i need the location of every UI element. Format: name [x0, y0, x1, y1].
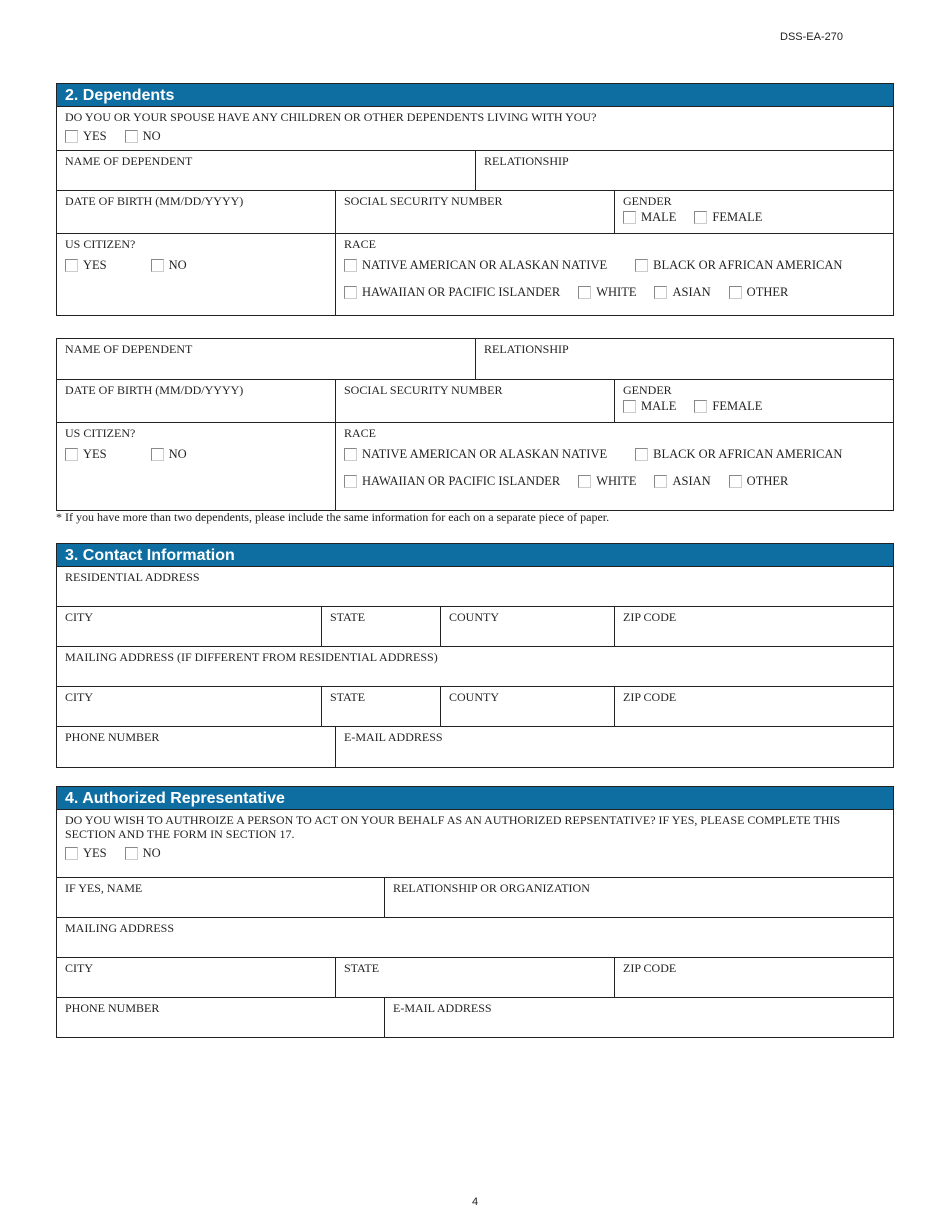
rep-city-field[interactable]: CITY	[57, 958, 336, 997]
race-asian-option[interactable]: ASIAN	[654, 285, 710, 300]
race-hawaiian-option[interactable]: HAWAIIAN OR PACIFIC ISLANDER	[344, 285, 560, 300]
dependent-race-field: RACE NATIVE AMERICAN OR ALASKAN NATIVE BLACK OR AFRICAN AMERICAN HAWAIIAN OR PACIFIC ISLANDER WHITE ASIAN OTHER	[344, 237, 843, 299]
checkbox[interactable]	[623, 400, 636, 413]
section-title: 2. Dependents	[57, 84, 893, 107]
dependent-gender-field: GENDER MALE FEMALE	[623, 383, 763, 413]
city-field[interactable]: CITY	[57, 687, 322, 726]
rep-relationship-field[interactable]: RELATIONSHIP OR ORGANIZATION	[393, 881, 590, 895]
dependents-yes-option[interactable]: YES	[65, 129, 107, 144]
phone-field[interactable]: PHONE NUMBER	[57, 727, 336, 767]
rep-zip-field[interactable]: ZIP CODE	[623, 961, 677, 975]
gender-female-option[interactable]: FEMALE	[694, 399, 762, 414]
checkbox[interactable]	[729, 475, 742, 488]
county-field[interactable]: COUNTY	[441, 687, 615, 726]
race-native-option[interactable]: NATIVE AMERICAN OR ALASKAN NATIVE	[344, 258, 607, 273]
checkbox[interactable]	[578, 286, 591, 299]
dependent-citizen-field: US CITIZEN? YES NO	[57, 423, 336, 510]
zip-field[interactable]: ZIP CODE	[623, 690, 677, 704]
checkbox[interactable]	[125, 130, 138, 143]
dependent-gender-field: GENDER MALE FEMALE	[623, 194, 763, 224]
email-field[interactable]: E-MAIL ADDRESS	[344, 730, 443, 744]
section-title: 4. Authorized Representative	[57, 787, 893, 810]
dependents-question: DO YOU OR YOUR SPOUSE HAVE ANY CHILDREN OR OTHER DEPENDENTS LIVING WITH YOU?	[65, 110, 597, 124]
checkbox[interactable]	[344, 448, 357, 461]
dependent-citizen-field: US CITIZEN? YES NO	[57, 234, 336, 315]
race-hawaiian-option[interactable]: HAWAIIAN OR PACIFIC ISLANDER	[344, 474, 560, 489]
rep-state-field[interactable]: STATE	[336, 958, 615, 997]
state-field[interactable]: STATE	[322, 607, 441, 646]
citizen-no-option[interactable]: NO	[151, 447, 187, 462]
checkbox[interactable]	[344, 475, 357, 488]
race-black-option[interactable]: BLACK OR AFRICAN AMERICAN	[635, 447, 842, 462]
citizen-no-option[interactable]: NO	[151, 258, 187, 273]
checkbox[interactable]	[344, 259, 357, 272]
citizen-yes-option[interactable]: YES	[65, 258, 107, 273]
checkbox[interactable]	[65, 847, 78, 860]
checkbox[interactable]	[578, 475, 591, 488]
dependent-race-field: RACE NATIVE AMERICAN OR ALASKAN NATIVE BLACK OR AFRICAN AMERICAN HAWAIIAN OR PACIFIC ISLANDER WHITE ASIAN OTHER	[344, 426, 843, 488]
dependents-no-option[interactable]: NO	[125, 129, 161, 144]
gender-male-option[interactable]: MALE	[623, 399, 676, 414]
rep-mailing-address-field[interactable]: MAILING ADDRESS	[65, 921, 175, 935]
rep-phone-field[interactable]: PHONE NUMBER	[57, 998, 385, 1037]
mailing-address-field[interactable]: MAILING ADDRESS (IF DIFFERENT FROM RESIDENTIAL ADDRESS)	[65, 650, 438, 664]
rep-no-option[interactable]: NO	[125, 846, 161, 861]
rep-yes-option[interactable]: YES	[65, 846, 107, 861]
checkbox[interactable]	[344, 286, 357, 299]
dependent-dob-field[interactable]: DATE OF BIRTH (MM/DD/YYYY)	[57, 191, 336, 233]
race-white-option[interactable]: WHITE	[578, 474, 636, 489]
city-field[interactable]: CITY	[57, 607, 322, 646]
checkbox[interactable]	[65, 259, 78, 272]
checkbox[interactable]	[729, 286, 742, 299]
page-number: 4	[471, 1196, 479, 1208]
checkbox[interactable]	[694, 211, 707, 224]
race-other-option[interactable]: OTHER	[729, 474, 789, 489]
gender-male-option[interactable]: MALE	[623, 210, 676, 225]
dependent-ssn-field[interactable]: SOCIAL SECURITY NUMBER	[336, 191, 615, 233]
dependent-dob-field[interactable]: DATE OF BIRTH (MM/DD/YYYY)	[57, 380, 336, 422]
checkbox[interactable]	[635, 259, 648, 272]
rep-name-field[interactable]: IF YES, NAME	[57, 878, 385, 917]
contact-section	[56, 543, 894, 768]
zip-field[interactable]: ZIP CODE	[623, 610, 677, 624]
section-title: 3. Contact Information	[57, 544, 893, 567]
race-asian-option[interactable]: ASIAN	[654, 474, 710, 489]
rep-email-field[interactable]: E-MAIL ADDRESS	[393, 1001, 492, 1015]
dependents-section	[56, 83, 894, 316]
race-black-option[interactable]: BLACK OR AFRICAN AMERICAN	[635, 258, 842, 273]
checkbox[interactable]	[65, 130, 78, 143]
dependent-2-block	[56, 338, 894, 511]
checkbox[interactable]	[65, 448, 78, 461]
dependent-relationship-field[interactable]: RELATIONSHIP	[484, 154, 569, 168]
authorized-rep-section	[56, 786, 894, 1038]
dependents-note: * If you have more than two dependents, please include the same information for each on a separate piece of paper.	[56, 510, 610, 524]
state-field[interactable]: STATE	[322, 687, 441, 726]
checkbox[interactable]	[623, 211, 636, 224]
rep-question: DO YOU WISH TO AUTHROIZE A PERSON TO ACT ON YOUR BEHALF AS AN AUTHORIZED REPSENTATIVE? IF YES, PLEASE COMPLETE THIS SECTION AND THE FORM IN SECTION 17.	[65, 813, 841, 841]
form-number: DSS-EA-270	[780, 31, 843, 43]
dependent-name-field[interactable]: NAME OF DEPENDENT	[57, 339, 476, 379]
checkbox[interactable]	[654, 475, 667, 488]
dependent-relationship-field[interactable]: RELATIONSHIP	[484, 342, 569, 356]
gender-female-option[interactable]: FEMALE	[694, 210, 762, 225]
race-white-option[interactable]: WHITE	[578, 285, 636, 300]
checkbox[interactable]	[654, 286, 667, 299]
county-field[interactable]: COUNTY	[441, 607, 615, 646]
checkbox[interactable]	[151, 259, 164, 272]
dependent-ssn-field[interactable]: SOCIAL SECURITY NUMBER	[336, 380, 615, 422]
checkbox[interactable]	[694, 400, 707, 413]
citizen-yes-option[interactable]: YES	[65, 447, 107, 462]
dependent-name-field[interactable]: NAME OF DEPENDENT	[57, 151, 476, 190]
checkbox[interactable]	[635, 448, 648, 461]
race-other-option[interactable]: OTHER	[729, 285, 789, 300]
checkbox[interactable]	[125, 847, 138, 860]
checkbox[interactable]	[151, 448, 164, 461]
residential-address-field[interactable]: RESIDENTIAL ADDRESS	[65, 570, 200, 584]
race-native-option[interactable]: NATIVE AMERICAN OR ALASKAN NATIVE	[344, 447, 607, 462]
